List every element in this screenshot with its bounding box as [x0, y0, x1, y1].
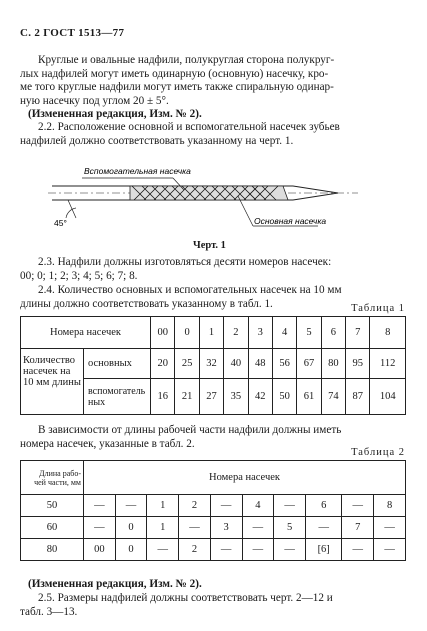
table-1 — [20, 316, 406, 415]
length-cell: 80 — [21, 539, 84, 561]
value-cell: 40 — [224, 349, 248, 379]
number-cell: 4 — [272, 317, 296, 349]
paragraph-2-5 — [20, 592, 405, 619]
value-cell: — — [84, 495, 116, 517]
value-cell: 42 — [248, 379, 272, 415]
table-row — [21, 495, 406, 517]
value-cell: 2 — [179, 539, 211, 561]
number-cell: 1 — [199, 317, 223, 349]
paragraph-table2-intro — [20, 424, 405, 451]
value-cell: — — [374, 517, 406, 539]
table-header-row — [21, 317, 406, 349]
value-cell: 00 — [84, 539, 116, 561]
value-cell: — — [242, 517, 274, 539]
value-cell: — — [115, 495, 147, 517]
number-cell: 2 — [224, 317, 248, 349]
text-line: 2.3. Надфили должны изготовляться десяти номеров насечек: — [38, 256, 332, 268]
edit-note: (Измененная редакция, Изм. № 2). — [28, 108, 202, 120]
value-cell: — — [274, 539, 306, 561]
value-cell: — — [210, 495, 242, 517]
value-cell: 7 — [342, 517, 374, 539]
value-cell: 25 — [175, 349, 199, 379]
text-line: надфилей должно соответствовать указанному на черт. 1. — [20, 134, 294, 147]
row-label: основных — [84, 349, 151, 379]
value-cell: — — [374, 539, 406, 561]
value-cell: 0 — [115, 539, 147, 561]
value-cell: 8 — [374, 495, 406, 517]
value-cell: 80 — [321, 349, 345, 379]
table-row — [21, 539, 406, 561]
corner-text-mid: чей части, мм — [34, 477, 81, 487]
number-cell: 6 — [321, 317, 345, 349]
table-header-row — [21, 461, 406, 495]
value-cell: 48 — [248, 349, 272, 379]
value-cell: 35 — [224, 379, 248, 415]
text-line: 2.2. Расположение основной и вспомогательной насечек зубьев — [38, 121, 340, 133]
text-line: лых надфилей могут иметь одинарную (основную) насечку, кро- — [20, 67, 329, 80]
hatched-teeth-area — [130, 186, 288, 200]
number-cell: 00 — [151, 317, 175, 349]
value-cell: 20 — [151, 349, 175, 379]
table2-caption: Таблица 2 — [351, 447, 405, 458]
value-cell: 67 — [297, 349, 321, 379]
value-cell: 27 — [199, 379, 223, 415]
value-cell: 21 — [175, 379, 199, 415]
value-cell: 104 — [370, 379, 406, 415]
value-cell: 112 — [370, 349, 406, 379]
text-line: 2.4. Количество основных и вспомогательных насечек на 10 мм — [38, 284, 342, 296]
table-row — [21, 517, 406, 539]
value-cell: 4 — [242, 495, 274, 517]
value-cell: 32 — [199, 349, 223, 379]
value-cell: 2 — [179, 495, 211, 517]
text-line: номера насечек, указанные в табл. 2. — [20, 437, 195, 450]
value-cell: — — [147, 539, 179, 561]
corner-cell — [21, 461, 84, 495]
text-line: ную насечку под углом 20 ± 5°. — [20, 94, 169, 107]
angle-label: 45° — [54, 218, 67, 228]
number-cell: 0 — [175, 317, 199, 349]
header-label: Номера насечек — [84, 461, 406, 495]
value-cell: 61 — [297, 379, 321, 415]
paragraph-2-3 — [20, 256, 405, 283]
text-line: длины должно соответствовать указанному в табл. 1. — [20, 297, 273, 310]
row-label: вспомогательных — [84, 379, 151, 415]
value-cell: 3 — [210, 517, 242, 539]
value-cell: 1 — [147, 517, 179, 539]
value-cell: — — [84, 517, 116, 539]
value-cell: — — [342, 495, 374, 517]
value-cell: 6 — [305, 495, 342, 517]
table-row — [21, 349, 406, 379]
value-cell: 56 — [272, 349, 296, 379]
row-group-label: Количество насечек на 10 мм длины — [21, 349, 84, 415]
number-cell: 7 — [346, 317, 370, 349]
value-cell: — — [305, 517, 342, 539]
number-cell: 8 — [370, 317, 406, 349]
text-line: ме того круглые надфили могут иметь также спиральную одинар- — [20, 81, 334, 94]
value-cell: 1 — [147, 495, 179, 517]
aux-cut-label: Вспомогательная насечка — [84, 166, 191, 176]
value-cell: 0 — [115, 517, 147, 539]
length-cell: 60 — [21, 517, 84, 539]
value-cell: 87 — [346, 379, 370, 415]
value-cell: — — [242, 539, 274, 561]
table-2 — [20, 460, 406, 561]
value-cell: [6] — [305, 539, 342, 561]
value-cell: — — [210, 539, 242, 561]
length-cell: 50 — [21, 495, 84, 517]
paragraph-round-files — [20, 54, 405, 108]
text-line: табл. 3—13. — [20, 605, 78, 618]
value-cell: 16 — [151, 379, 175, 415]
value-cell: — — [179, 517, 211, 539]
number-cell: 5 — [297, 317, 321, 349]
header-label: Номера насечек — [21, 317, 151, 349]
value-cell: — — [274, 495, 306, 517]
corner-text-top: Длина рабо- — [39, 468, 81, 478]
edit-note: (Измененная редакция, Изм. № 2). — [28, 578, 202, 590]
figure-caption: Черт. 1 — [193, 240, 226, 251]
text-line: 00; 0; 1; 2; 3; 4; 5; 6; 7; 8. — [20, 269, 138, 282]
text-line: В зависимости от длины рабочей части надфили должны иметь — [38, 424, 342, 436]
value-cell: 50 — [272, 379, 296, 415]
number-cell: 3 — [248, 317, 272, 349]
paragraph-2-4 — [20, 284, 405, 311]
value-cell: — — [342, 539, 374, 561]
value-cell: 74 — [321, 379, 345, 415]
table1-caption: Таблица 1 — [351, 303, 405, 314]
value-cell: 95 — [346, 349, 370, 379]
text-line: 2.5. Размеры надфилей должны соответствовать черт. 2—12 и — [38, 592, 333, 604]
text-line: Круглые и овальные надфили, полукруглая сторона полукруг- — [38, 54, 335, 66]
main-cut-label: Основная насечка — [254, 216, 327, 226]
page-header: С. 2 ГОСТ 1513—77 — [20, 27, 125, 39]
file-teeth-drawing — [48, 156, 368, 236]
value-cell: 5 — [274, 517, 306, 539]
paragraph-2-2 — [20, 121, 405, 148]
